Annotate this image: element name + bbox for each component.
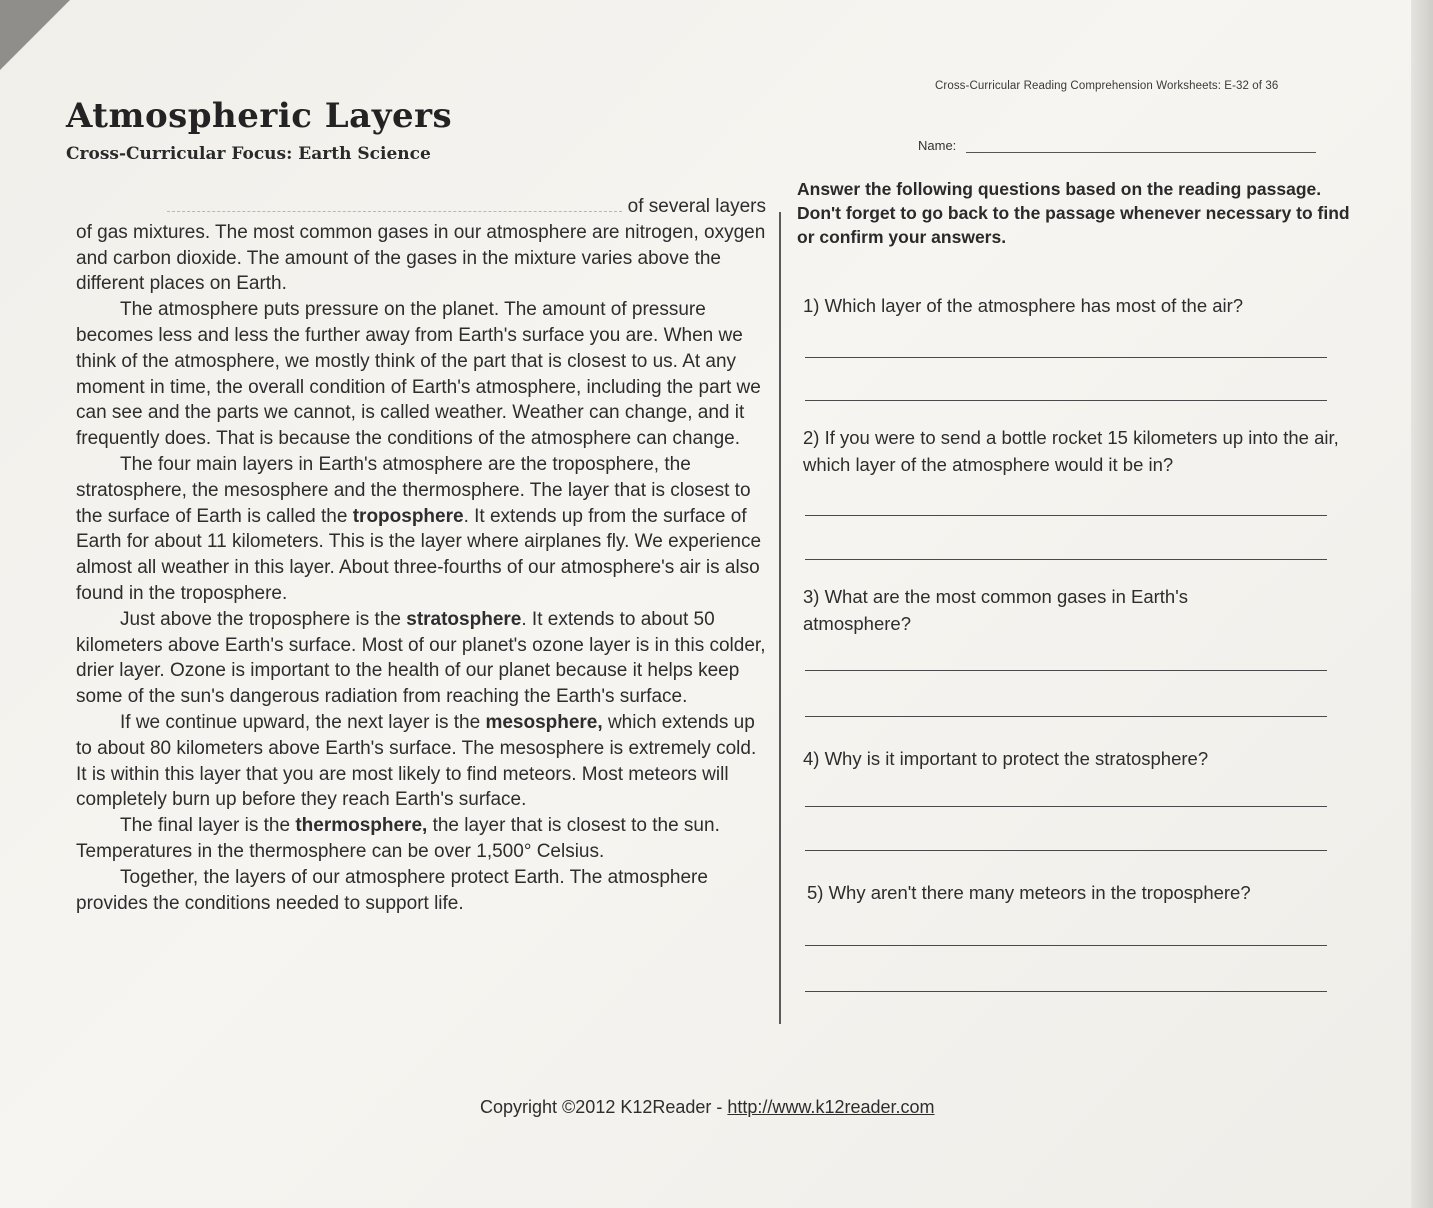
page-subtitle: Cross-Curricular Focus: Earth Science <box>66 144 431 164</box>
questions-instructions: Answer the following questions based on the reading passage. Don't forget to go back to the passage whenever necessary to find or confirm your answers. <box>797 179 1350 247</box>
answer-line-2b[interactable] <box>805 559 1327 560</box>
passage-paragraph-3: The four main layers in Earth's atmosphere are the troposphere, the stratosphere, the mesosphere and the thermosphere. The layer that is closest to the surface of Earth is called the troposphere. It extends up from the surface of Earth for about 11 kilometers. This is the layer where airplanes fly. We experience almost all weather in this layer. About three-fourths of our atmosphere's air is also found in the troposphere. <box>76 453 762 604</box>
k12reader-link[interactable]: http://www.k12reader.com <box>727 1097 935 1117</box>
question-1: 1) Which layer of the atmosphere has most of the air? <box>803 295 1244 316</box>
reading-passage <box>76 194 766 916</box>
faded-text-line <box>167 201 622 212</box>
copyright-text: Copyright ©2012 K12Reader - <box>480 1097 728 1117</box>
passage-paragraph-7: Together, the layers of our atmosphere protect Earth. The atmosphere provides the conditions needed to support life. <box>76 866 708 914</box>
name-label: Name: <box>918 138 957 153</box>
series-label: Cross-Curricular Reading Comprehension Worksheets: E-32 of 36 <box>935 80 1279 92</box>
question-4: 4) Why is it important to protect the stratosphere? <box>803 748 1209 769</box>
answer-line-3b[interactable] <box>805 716 1327 717</box>
passage-paragraph-1-body: of gas mixtures. The most common gases in our atmosphere are nitrogen, oxygen and carbon dioxide. The amount of the gases in the mixture varies above the different places on Earth. <box>76 221 766 295</box>
term-thermosphere: thermosphere, <box>295 815 428 837</box>
passage-paragraph-4: Just above the troposphere is the stratosphere. It extends to about 50 kilometers above Earth's surface. Most of our planet's ozone layer is in this colder, drier layer. Ozone is important to the health of our planet because it helps keep some of the sun's dangerous radiation from reaching the Earth's surface. <box>76 608 766 708</box>
answer-line-4a[interactable] <box>805 806 1327 807</box>
passage-paragraph-5: If we continue upward, the next layer is the mesosphere, which extends up to about 80 kilometers above Earth's surface. The mesosphere is extremely cold. It is within this layer that you are most likely to find meteors. Most meteors will completely burn up before they reach Earth's surface. <box>76 711 757 811</box>
answer-line-4b[interactable] <box>805 850 1327 851</box>
answer-line-3a[interactable] <box>805 670 1327 671</box>
name-blank-line[interactable] <box>966 138 1316 153</box>
column-divider <box>779 212 781 1024</box>
page-corner-shadow <box>0 0 70 70</box>
answer-line-1a[interactable] <box>805 357 1327 358</box>
question-2: 2) If you were to send a bottle rocket 15 kilometers up into the air, which layer of the atmosphere would it be in? <box>803 427 1339 475</box>
answer-line-2a[interactable] <box>805 515 1327 516</box>
question-5: 5) Why aren't there many meteors in the troposphere? <box>807 882 1251 903</box>
passage-paragraph-1: of several layers <box>76 194 766 220</box>
term-mesosphere: mesosphere, <box>485 711 603 733</box>
question-3: 3) What are the most common gases in Earth's atmosphere? <box>803 586 1188 634</box>
term-stratosphere: stratosphere <box>406 608 522 630</box>
passage-paragraph-6: The final layer is the thermosphere, the layer that is closest to the sun. Temperatures in the thermosphere can be over 1,500° Celsius. <box>76 815 720 862</box>
copyright-footer <box>480 1097 935 1118</box>
name-field[interactable] <box>918 138 1316 153</box>
passage-paragraph-2: The atmosphere puts pressure on the planet. The amount of pressure becomes less and less the further away from Earth's surface you are. When we think of the atmosphere, we mostly think of the part that is closest to us. At any moment in time, the overall condition of Earth's atmosphere, including the part we can see and the parts we cannot, is called weather. Weather can change, and it frequently does. That is because the conditions of the atmosphere can change. <box>76 299 761 450</box>
answer-line-5b[interactable] <box>805 991 1327 992</box>
page-edge <box>1411 0 1433 1208</box>
term-troposphere: troposphere <box>352 505 464 527</box>
answer-line-5a[interactable] <box>805 945 1327 946</box>
page-title: Atmospheric Layers <box>66 96 453 136</box>
answer-line-1b[interactable] <box>805 400 1327 401</box>
